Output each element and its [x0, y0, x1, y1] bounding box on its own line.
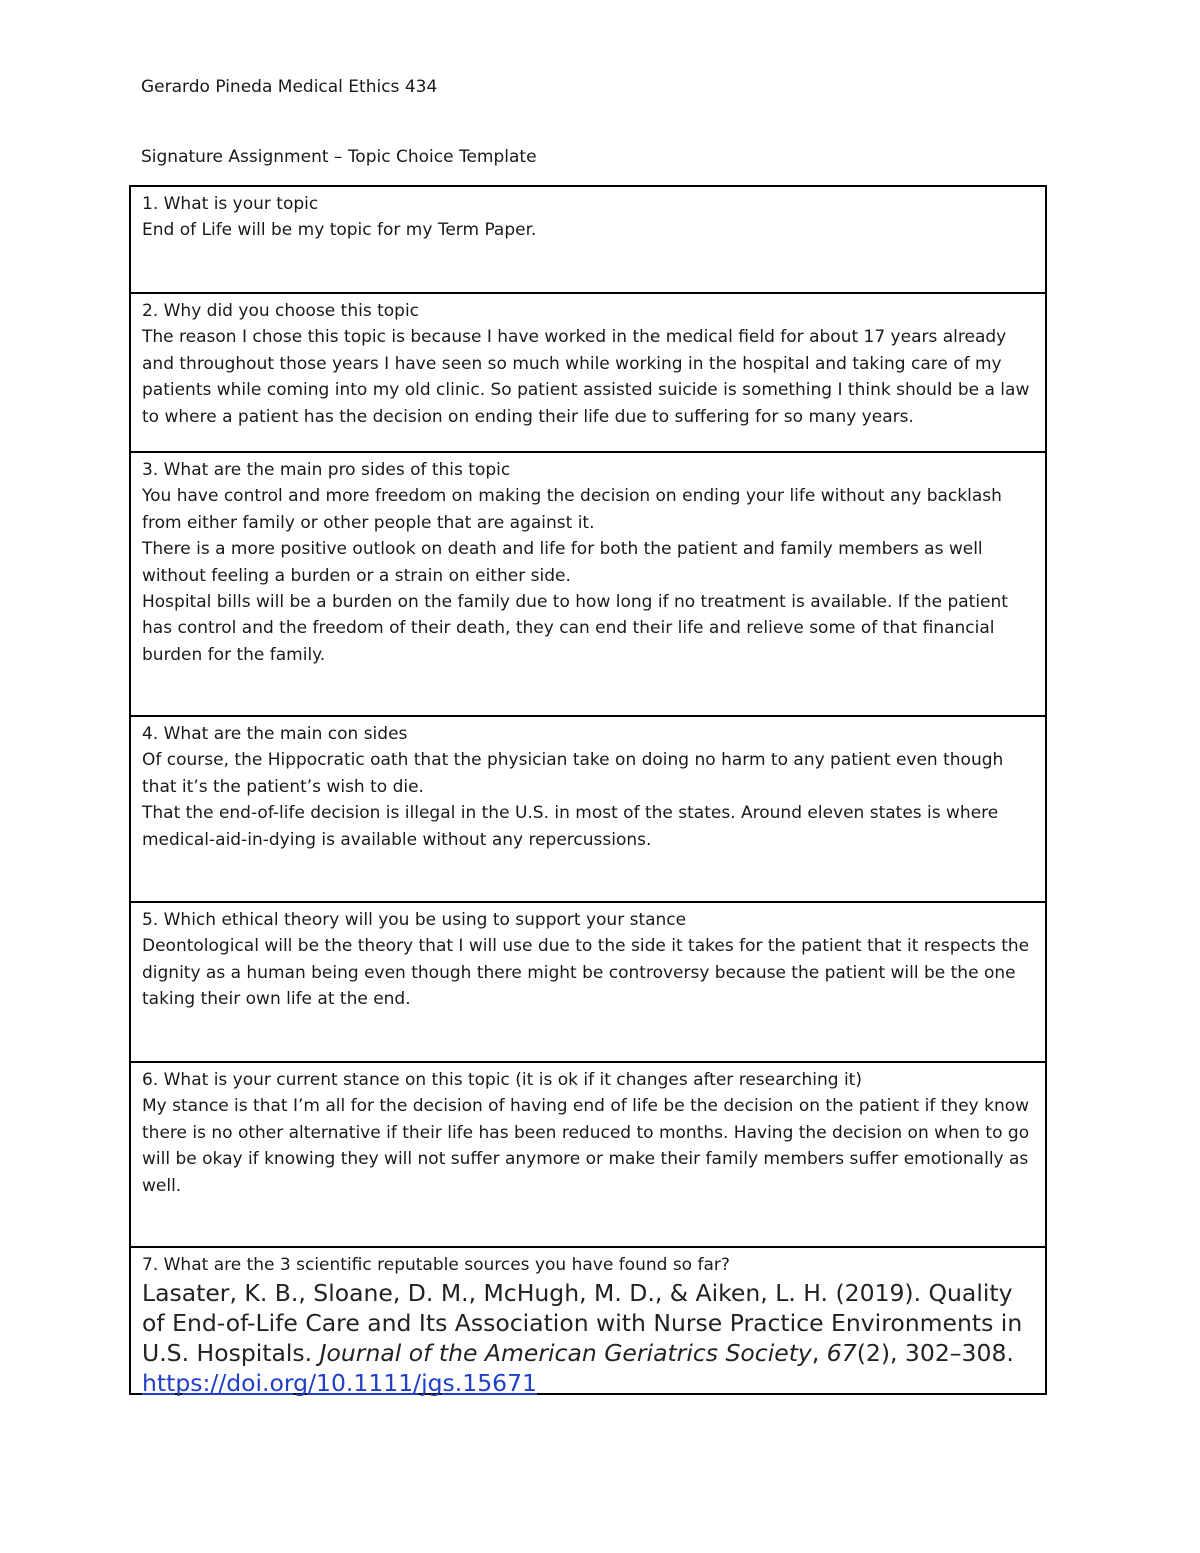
answer-2-paragraph: The reason I chose this topic is because I have worked in the medical field for about 17 years already and throughout those years I have seen so much while working in the hospital and taking care of my patients while coming into my old clinic. So patient assisted suicide is something I think should be a law to where a patient has the decision on ending their life due to suffering for so many years. — [142, 327, 1030, 427]
citation-issue-pages: (2), 302–308. — [856, 1339, 1014, 1368]
question-2: 2. Why did you choose this topic — [142, 301, 420, 321]
document-header-line: Gerardo Pineda Medical Ethics 434 — [141, 77, 438, 97]
table-row-pros — [131, 453, 1045, 717]
table-row-sources — [131, 1248, 1045, 1398]
answer-6-paragraph: My stance is that I’m all for the decision of having end of life be the decision on the patient if they know there is no other alternative if their life has been reduced to months. Having the decision on when to go will be okay if knowing they will not suffer anymore or make their family members suffer emotionally as well. — [142, 1096, 1030, 1196]
question-4: 4. What are the main con sides — [142, 724, 408, 744]
table-row-ethical-theory — [131, 903, 1045, 1063]
source-citation — [142, 1278, 1035, 1398]
answer-4-paragraph-1: Of course, the Hippocratic oath that the physician take on doing no harm to any patient even though that it’s the patient’s wish to die. — [142, 750, 1004, 797]
citation-journal: Journal of the American Geriatrics Society — [319, 1339, 812, 1368]
answer-3-paragraph-3: Hospital bills will be a burden on the family due to how long if no treatment is available. If the patient has control and the freedom of their death, they can end their life and relieve some of that financial burden for the family. — [142, 592, 1008, 665]
citation-separator: , — [811, 1339, 827, 1368]
citation-volume: 67 — [826, 1339, 857, 1368]
answer-3-paragraph-2: There is a more positive outlook on death and life for both the patient and family members as well without feeling a burden or a strain on either side. — [142, 539, 983, 586]
question-5: 5. Which ethical theory will you be using to support your stance — [142, 910, 687, 930]
citation-authors-title: Lasater, K. B., Sloane, D. M., McHugh, M. D., & Aiken, L. H. (2019). Quality of End-of-Life Care and Its Association with Nurse Practice Environments in U.S. Hospitals. — [142, 1279, 1023, 1368]
table-row-reason — [131, 294, 1045, 453]
document-title: Signature Assignment – Topic Choice Template — [141, 147, 537, 167]
answer-3-paragraph-1: You have control and more freedom on making the decision on ending your life without any backlash from either family or other people that are against it. — [142, 486, 1002, 533]
answer-4-paragraph-2: That the end-of-life decision is illegal in the U.S. in most of the states. Around eleven states is where medical-aid-in-dying is available without any repercussions. — [142, 803, 999, 850]
question-1: 1. What is your topic — [142, 194, 319, 214]
question-6: 6. What is your current stance on this topic (it is ok if it changes after researching it) — [142, 1070, 862, 1090]
answer-1-paragraph: End of Life will be my topic for my Term Paper. — [142, 220, 537, 241]
question-7: 7. What are the 3 scientific reputable sources you have found so far? — [142, 1255, 730, 1275]
answer-5-paragraph: Deontological will be the theory that I will use due to the side it takes for the patient that it respects the dignity as a human being even though there might be controversy because the patient will be the one taking their own life at the end. — [142, 936, 1030, 1010]
question-3: 3. What are the main pro sides of this topic — [142, 460, 511, 480]
table-row-topic — [131, 187, 1045, 294]
topic-choice-table — [129, 185, 1047, 1398]
table-row-stance — [131, 1063, 1045, 1248]
table-row-cons — [131, 717, 1045, 903]
citation-doi-link[interactable]: https://doi.org/10.1111/jgs.15671 — [142, 1369, 538, 1398]
